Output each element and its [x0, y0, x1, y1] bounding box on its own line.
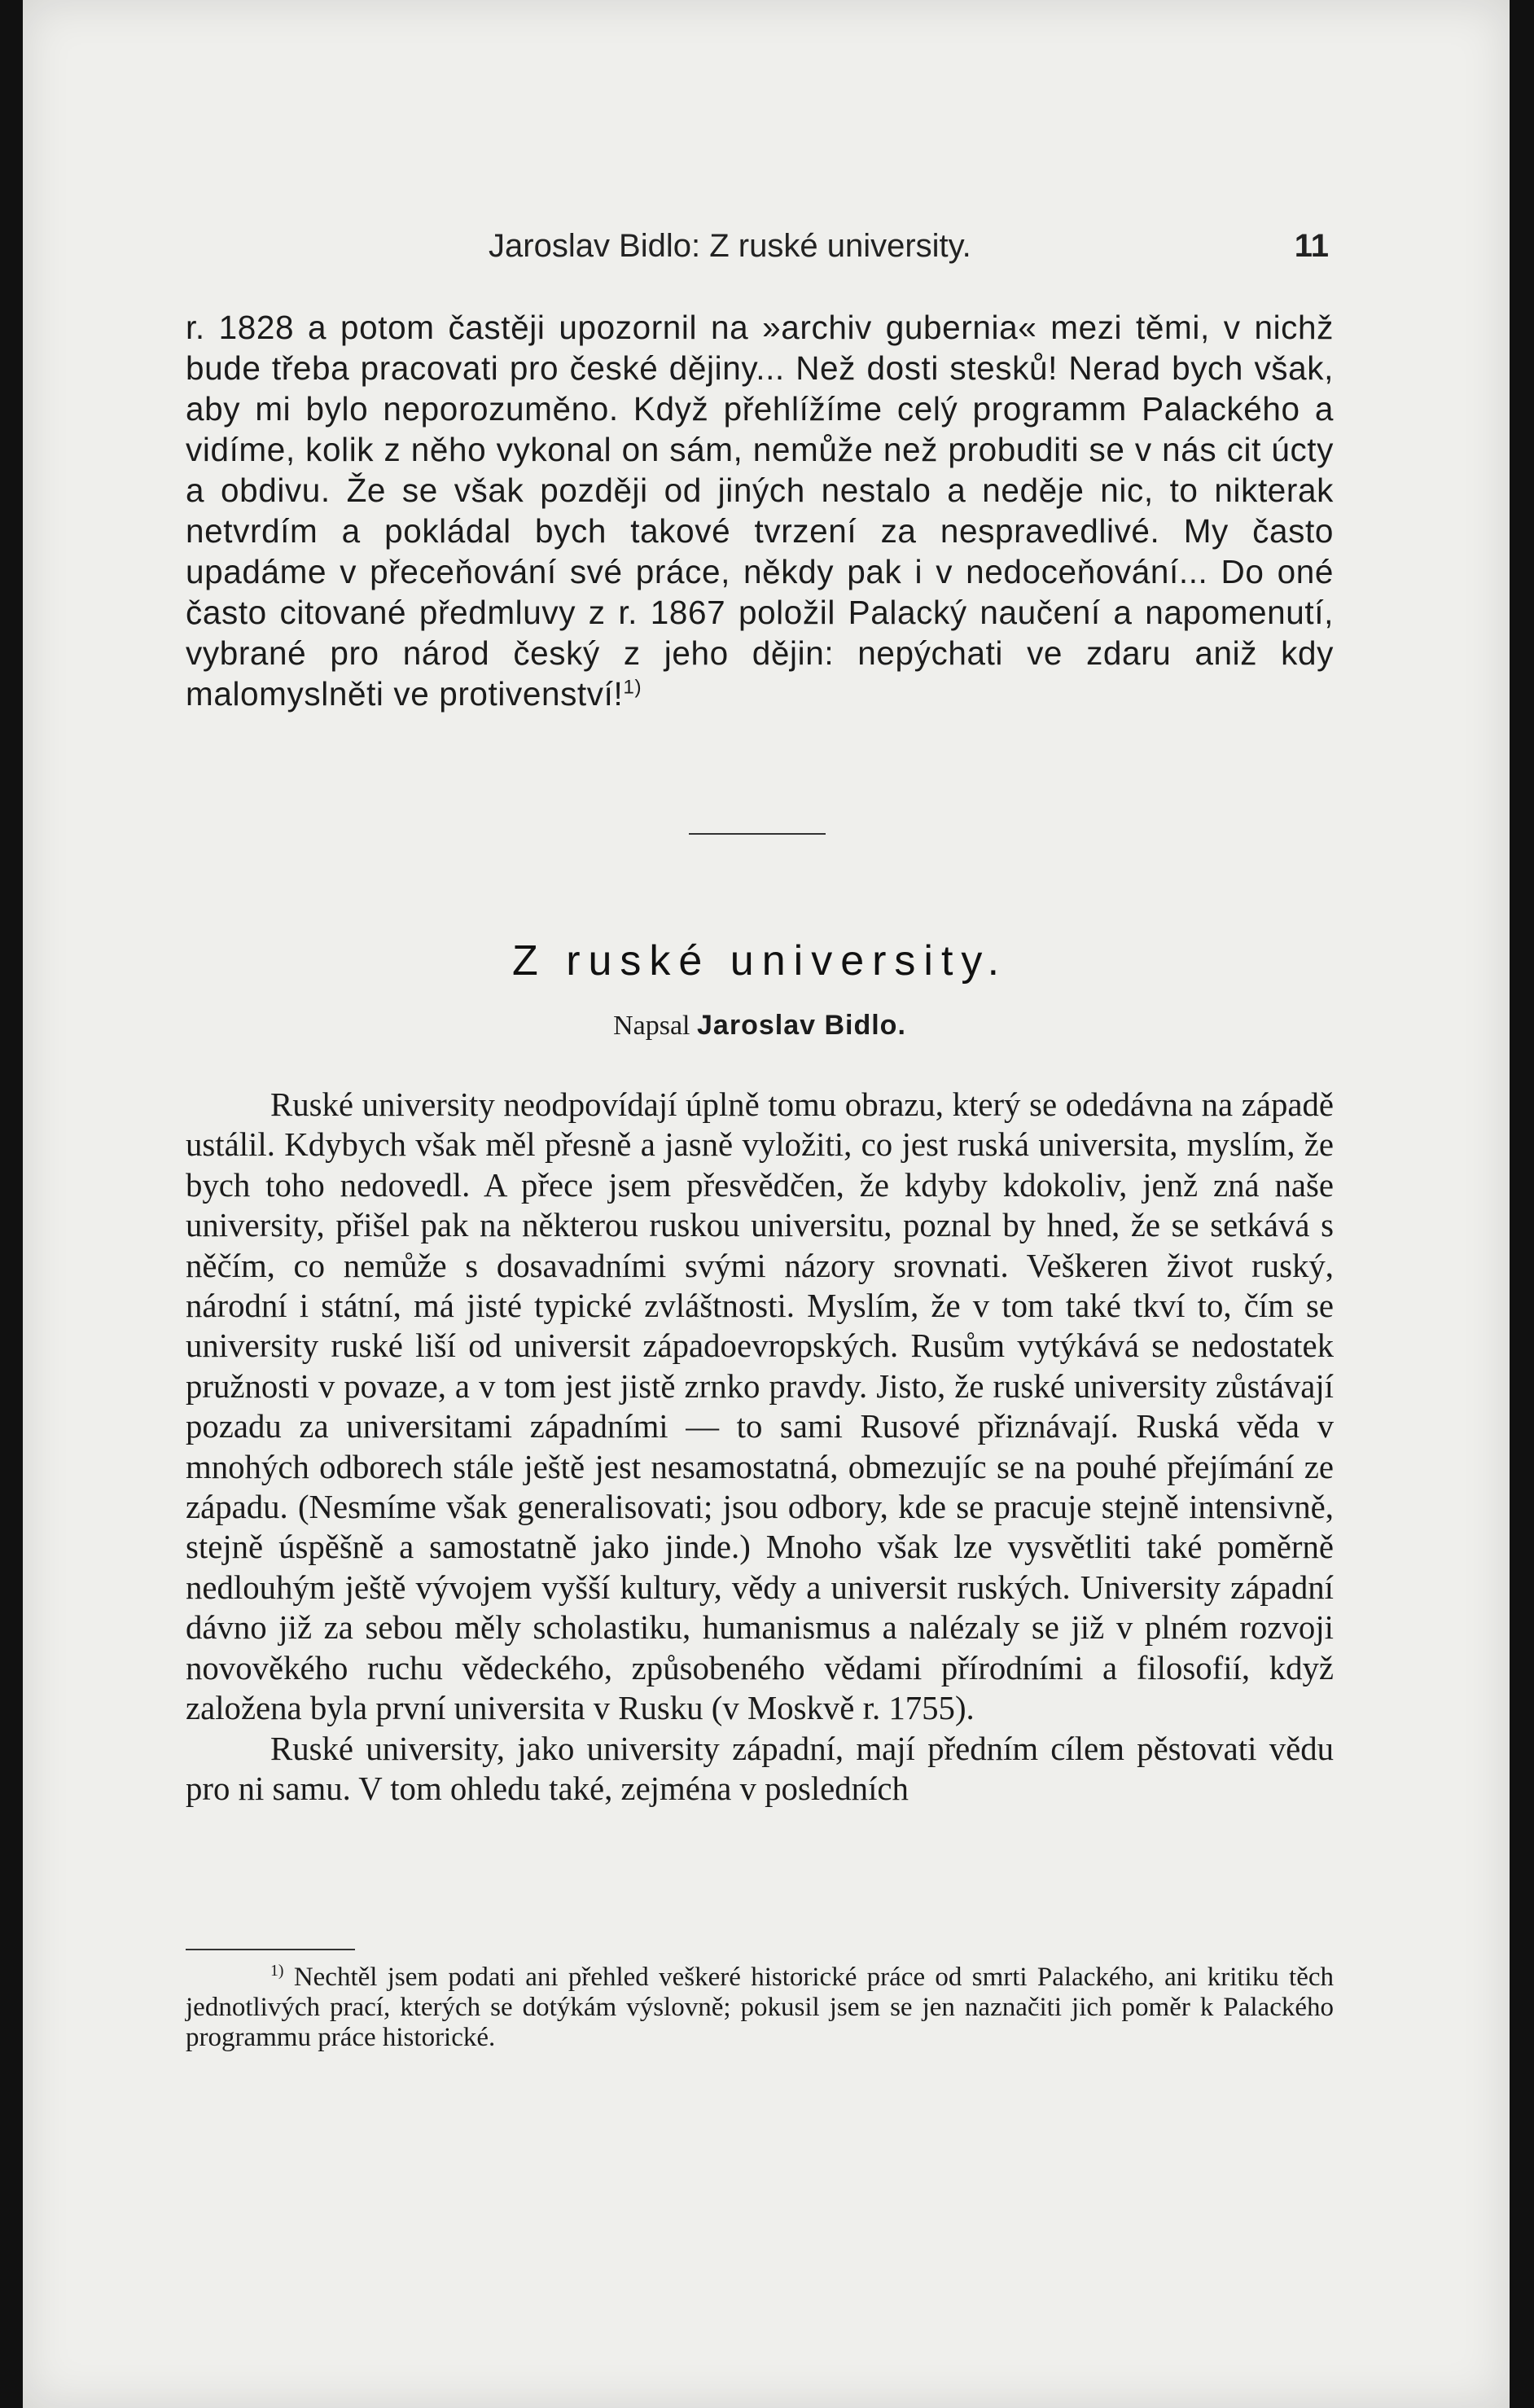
article-body — [186, 1085, 1334, 1809]
preceding-paragraph: r. 1828 a potom častěji upozornil na »archiv gubernia« mezi těmi, v nichž bude třeba pracovati pro české dějiny... Než dosti stesků! Nerad bych však, aby mi bylo neporozuměno. Když přehlížíme celý programm Palackého a vidíme, kolik z něho vykonal on sám, nemůže než probuditi se v nás cit úcty a obdivu. Že se však později od jiných nestalo a neděje nic, to nikterak netvrdím a pokládal bych takové tvrzení za nespravedlivé. My často upadáme v přeceňování své práce, někdy pak i v nedoceňování... Do oné často citované předmluvy z r. 1867 položil Palacký naučení a napomenutí, vybrané pro národ český z jeho dějin: nepýchati ve zdaru aniž kdy malomyslněti ve protivenství!$^{1)}$ — [186, 309, 1334, 713]
running-header — [489, 228, 1329, 265]
author-name: Jaroslav Bidlo. — [697, 1010, 906, 1041]
body-paragraph-1: Ruské university neodpovídají úplně tomu obrazu, který se odedávna na západě ustálil. Kdybych však měl přesně a jasně vyložiti, co jest ruská universita, myslím, že bych toho nedovedl. A přece jsem přesvědčen, že kdyby kdokoliv, jenž zná naše university, přišel pak na některou ruskou universitu, poznal by hned, že se setkává s něčím, co nemůže s dosavadními svými názory srovnati. Veškeren život ruský, národní i státní, má jisté typické zvláštnosti. Myslím, že v tom také tkví to, čím se university ruské liší od universit západoevropských. Rusům vytýkává se nedostatek pružnosti v povaze, a v tom jest jistě zrnko pravdy. Jisto, že ruské university zůstávají pozadu za universitami západními — to sami Rusové přiznávají. Ruská věda v mnohých odborech stále ještě jest nesamostatná, obmezujíc se na pouhé přejímání ze západu. (Nesmíme však generalisovati; jsou odbory, kde se pracuje stejně intensivně, stejně úspěšně a samostatně jako jinde.) Mnoho však lze vysvětliti také poměrně nedlouhým ještě vývojem vyšší kultury, vědy a universit ruských. University západní dávno již za sebou měly scholastiku, humanismus a nalézaly se již v plném rozvoji novověkého ruchu vědeckého, způsobeného vědami přírodními a filosofií, když založena byla první universita v Rusku (v Moskvě r. 1755). — [186, 1086, 1334, 1727]
footnote-marker: 1) — [270, 1962, 284, 1980]
book-page — [23, 0, 1510, 2408]
page-number: 11 — [1294, 228, 1329, 264]
footnote-reference[interactable]: 1) — [623, 676, 642, 699]
article-byline — [186, 1010, 1334, 1042]
section-divider — [689, 833, 826, 835]
footnote — [186, 1963, 1334, 2053]
footnote-divider — [186, 1949, 355, 1950]
running-title: Jaroslav Bidlo: Z ruské university. — [489, 228, 971, 264]
byline-prefix: Napsal — [613, 1011, 690, 1041]
body-paragraph-2: Ruské university, jako university západní, mají předním cílem pěstovati vědu pro ni samu. V tom ohledu také, zejména v posledních — [186, 1730, 1334, 1807]
preceding-article-end — [186, 307, 1334, 714]
footnote-text: $^{1)}$ Nechtěl jsem podati ani přehled veškeré historické práce od smrti Palackého, ani kritiku těch jednotlivých prací, kterých se dotýkám výslovně; pokusil jsem se jen naznačiti jich poměr k Palackého programmu práce historické. — [186, 1962, 1334, 2052]
article-title: Z ruské university. — [511, 937, 1008, 985]
